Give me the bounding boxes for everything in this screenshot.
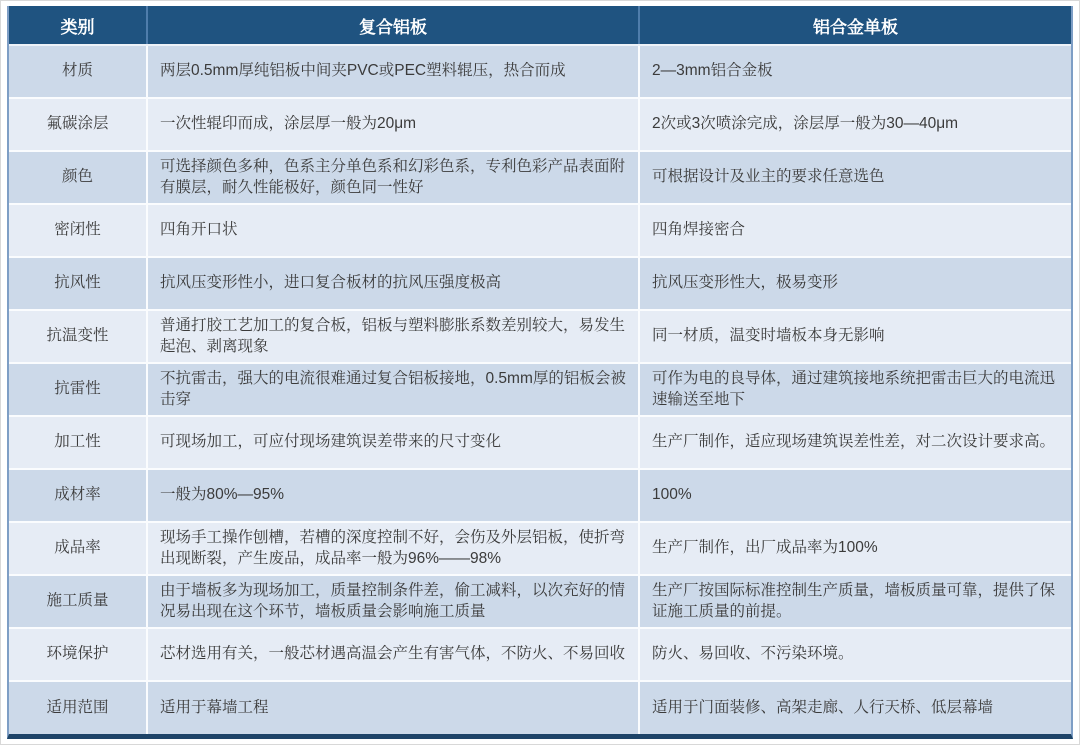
comparison-table-frame: [7, 6, 1073, 739]
category-cell: 材质: [9, 45, 147, 98]
category-cell: 抗风性: [9, 257, 147, 310]
table-row: [9, 151, 1071, 204]
composite-cell: 两层0.5mm厚纯铝板中间夹PVC或PEC塑料辊压，热合而成: [147, 45, 639, 98]
single-cell: 可作为电的良导体，通过建筑接地系统把雷击巨大的电流迅速输送至地下: [639, 363, 1071, 416]
category-cell: 颜色: [9, 151, 147, 204]
table-row: [9, 681, 1071, 734]
column-header-category: 类别: [9, 6, 147, 45]
category-cell: 成品率: [9, 522, 147, 575]
composite-cell: 普通打胶工艺加工的复合板，铝板与塑料膨胀系数差别较大，易发生起泡、剥离现象: [147, 310, 639, 363]
single-cell: 2—3mm铝合金板: [639, 45, 1071, 98]
header-row: [9, 6, 1071, 45]
category-cell: 氟碳涂层: [9, 98, 147, 151]
table-row: [9, 469, 1071, 522]
table-header: [9, 6, 1071, 45]
column-header-composite-panel: 复合铝板: [147, 6, 639, 45]
single-cell: 同一材质，温变时墙板本身无影响: [639, 310, 1071, 363]
category-cell: 抗温变性: [9, 310, 147, 363]
table-body: [9, 45, 1071, 734]
single-cell: 四角焊接密合: [639, 204, 1071, 257]
category-cell: 密闭性: [9, 204, 147, 257]
single-cell: 防火、易回收、不污染环境。: [639, 628, 1071, 681]
single-cell: 生产厂制作，出厂成品率为100%: [639, 522, 1071, 575]
table-row: [9, 98, 1071, 151]
composite-cell: 由于墙板多为现场加工，质量控制条件差，偷工减料，以次充好的情况易出现在这个环节，墙板质量会影响施工质量: [147, 575, 639, 628]
composite-cell: 可选择颜色多种，色系主分单色系和幻彩色系，专利色彩产品表面附有膜层，耐久性能极好，颜色同一性好: [147, 151, 639, 204]
single-cell: 抗风压变形性大，极易变形: [639, 257, 1071, 310]
composite-cell: 现场手工操作刨槽，若槽的深度控制不好，会伤及外层铝板，使折弯出现断裂，产生废品，成品率一般为96%——98%: [147, 522, 639, 575]
table-row: [9, 522, 1071, 575]
table-row: [9, 575, 1071, 628]
category-cell: 成材率: [9, 469, 147, 522]
single-cell: 100%: [639, 469, 1071, 522]
table-row: [9, 204, 1071, 257]
single-cell: 可根据设计及业主的要求任意选色: [639, 151, 1071, 204]
composite-cell: 抗风压变形性小，进口复合板材的抗风压强度极高: [147, 257, 639, 310]
table-row: [9, 257, 1071, 310]
category-cell: 适用范围: [9, 681, 147, 734]
single-cell: 生产厂按国际标准控制生产质量，墙板质量可靠，提供了保证施工质量的前提。: [639, 575, 1071, 628]
table-row: [9, 45, 1071, 98]
single-cell: 生产厂制作，适应现场建筑误差性差，对二次设计要求高。: [639, 416, 1071, 469]
composite-cell: 不抗雷击，强大的电流很难通过复合铝板接地，0.5mm厚的铝板会被击穿: [147, 363, 639, 416]
table-row: [9, 628, 1071, 681]
category-cell: 施工质量: [9, 575, 147, 628]
composite-cell: 可现场加工，可应付现场建筑误差带来的尺寸变化: [147, 416, 639, 469]
composite-cell: 芯材选用有关，一般芯材遇高温会产生有害气体，不防火、不易回收: [147, 628, 639, 681]
composite-cell: 一般为80%—95%: [147, 469, 639, 522]
single-cell: 适用于门面装修、高架走廊、人行天桥、低层幕墙: [639, 681, 1071, 734]
composite-cell: 四角开口状: [147, 204, 639, 257]
table-row: [9, 416, 1071, 469]
category-cell: 加工性: [9, 416, 147, 469]
composite-cell: 一次性辊印而成，涂层厚一般为20μm: [147, 98, 639, 151]
single-cell: 2次或3次喷涂完成，涂层厚一般为30—40μm: [639, 98, 1071, 151]
table-row: [9, 363, 1071, 416]
composite-cell: 适用于幕墙工程: [147, 681, 639, 734]
column-header-aluminum-single-panel: 铝合金单板: [639, 6, 1071, 45]
category-cell: 环境保护: [9, 628, 147, 681]
comparison-table: [9, 6, 1071, 734]
table-row: [9, 310, 1071, 363]
category-cell: 抗雷性: [9, 363, 147, 416]
